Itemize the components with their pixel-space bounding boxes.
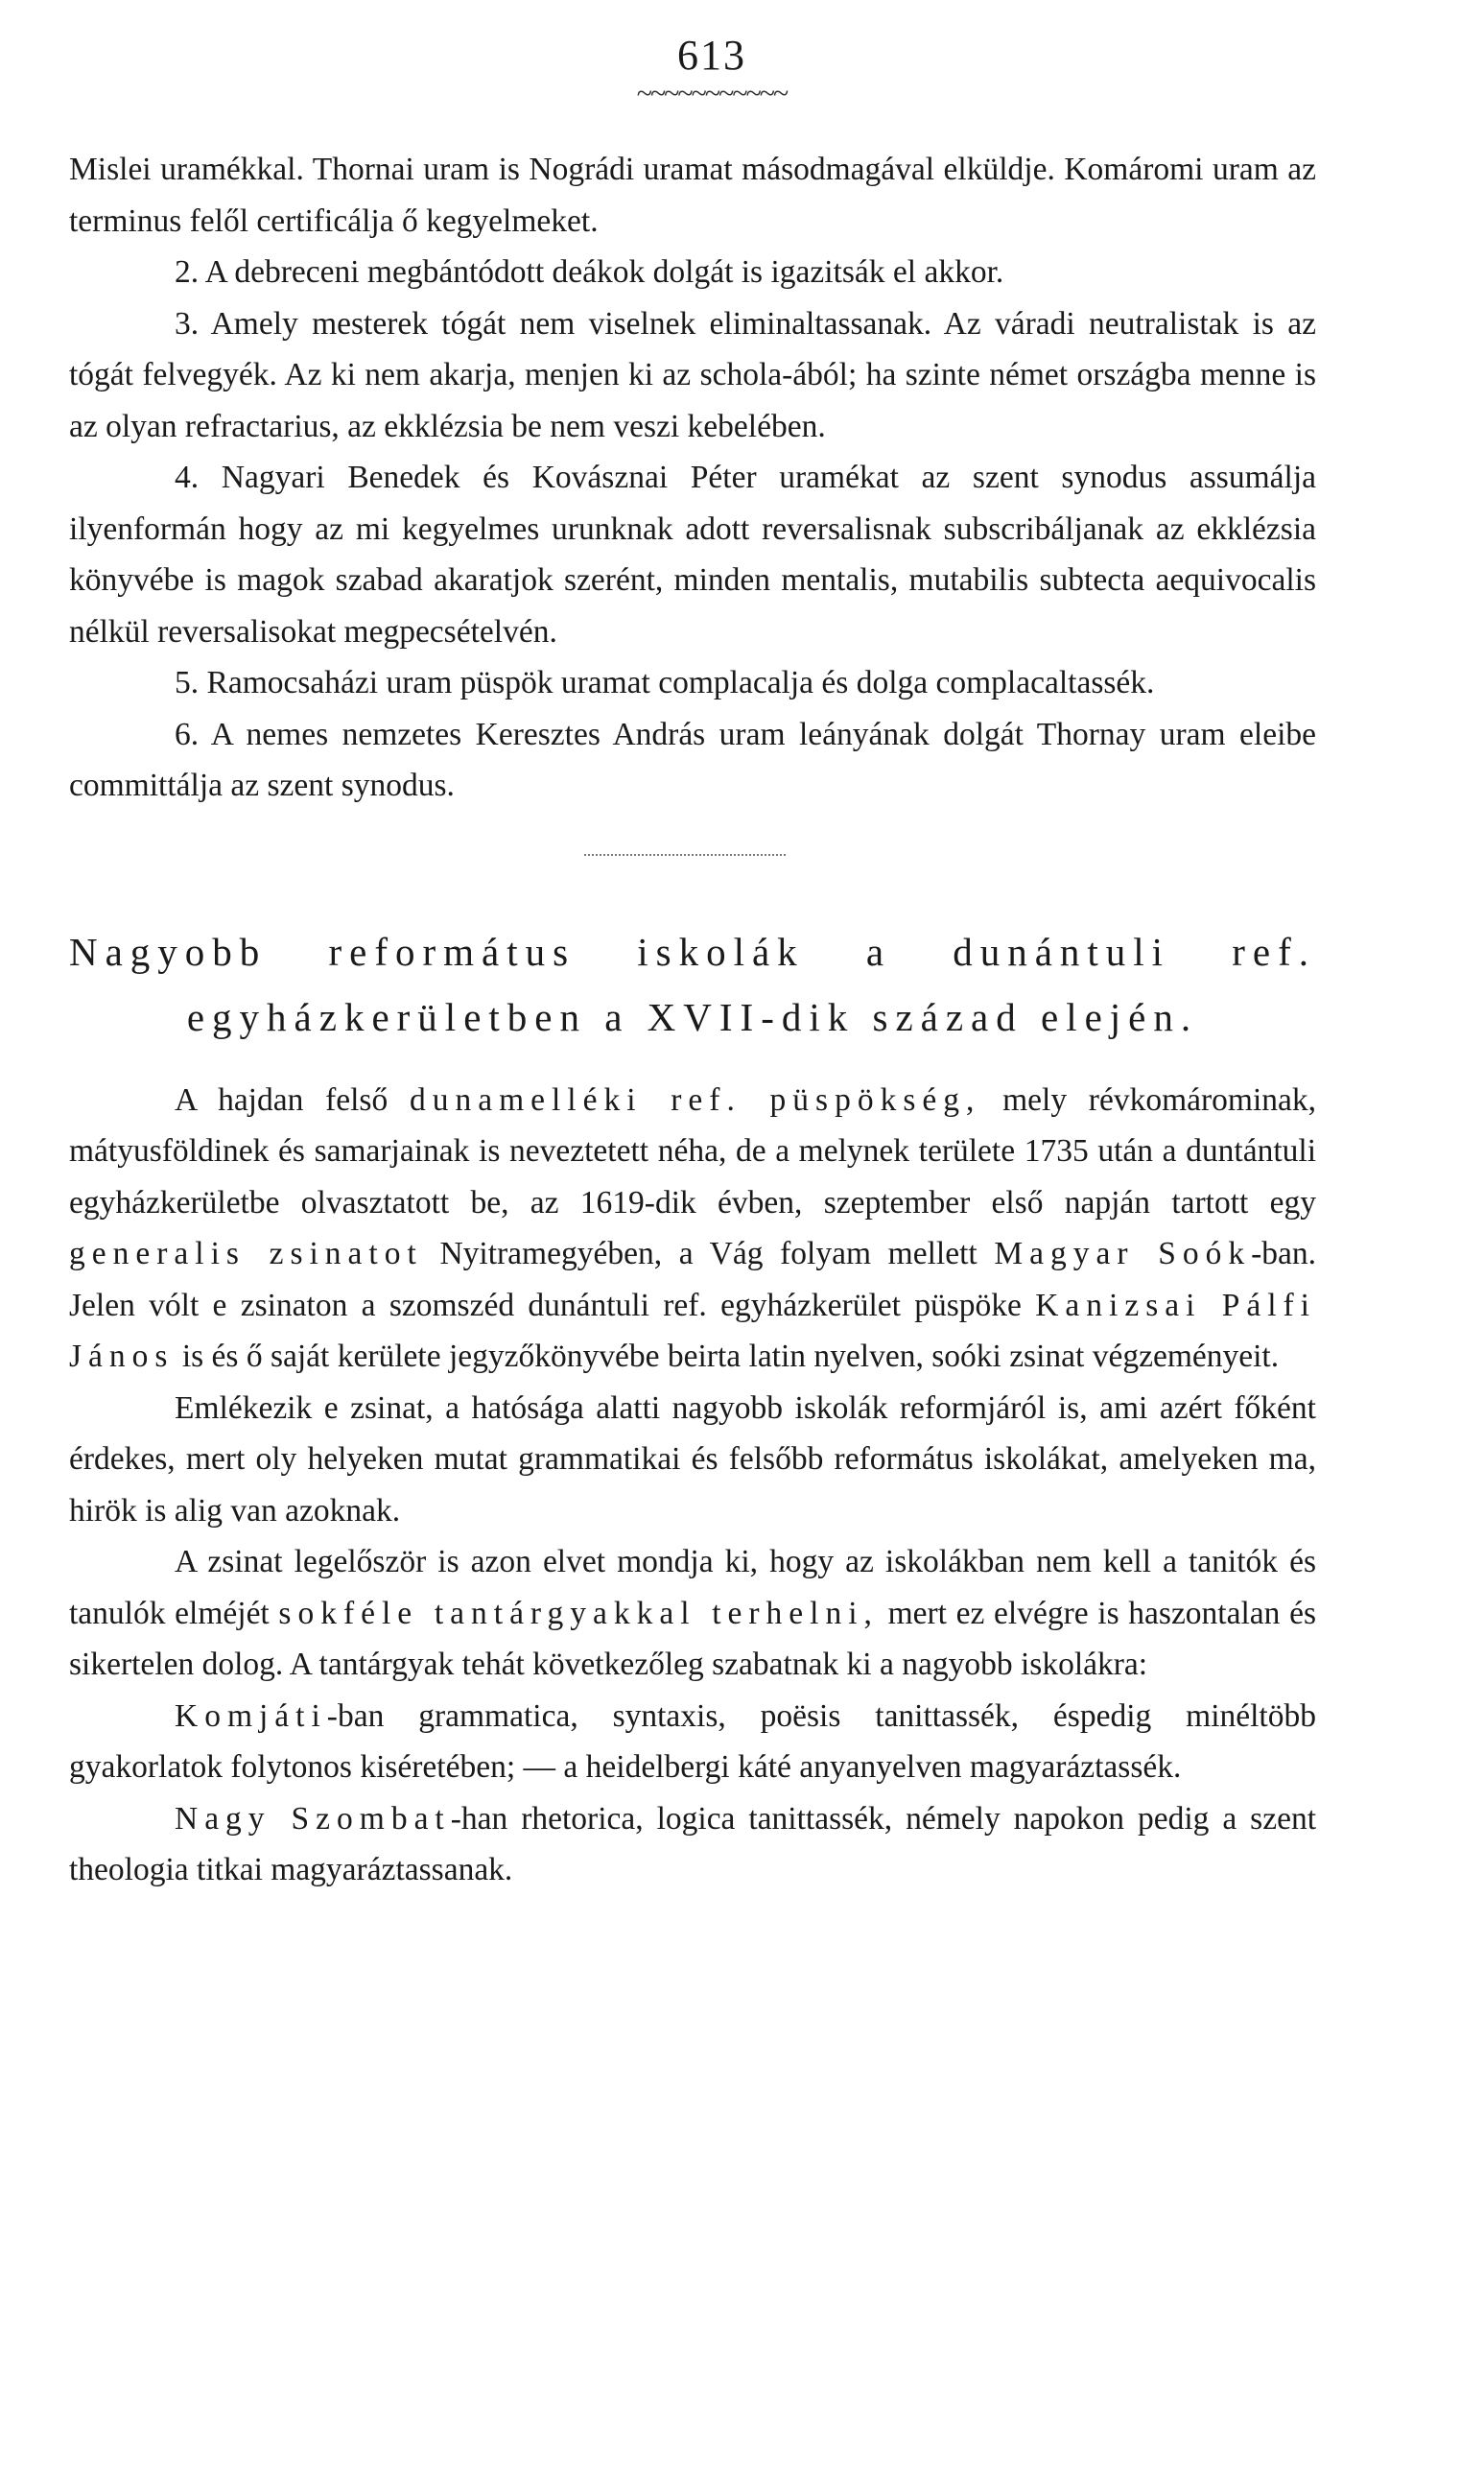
p5-emphasis-place: Nagy Szombat	[175, 1800, 451, 1837]
section-paragraph-5	[69, 1793, 1316, 1896]
p1-text-a: A hajdan felső	[175, 1081, 389, 1118]
section-title: Nagyobb református iskolák a dunántuli ref. egyházkerületben a XVII-dik század elején.	[69, 929, 1316, 1039]
book-page	[69, 29, 1316, 2428]
section-paragraph-4	[69, 1691, 1316, 1793]
p3-emphasis-subjects: sokféle tantárgyakkal terhelni,	[278, 1595, 879, 1631]
p1-emphasis-bishopric: dunamelléki ref. püspökség,	[409, 1081, 981, 1118]
p1-emphasis-synod: generalis zsinatot	[69, 1236, 423, 1271]
section-paragraph-1	[69, 1075, 1316, 1383]
section-paragraph-2: Emlékezik e zsinat, a hatósága alatti nagyobb iskolák reformjáról is, ami azért főként érdekes, mert oly helyeken mutat grammatikai és felsőbb református iskolákat, amelyeken ma, hirök is alig van azoknak.	[69, 1389, 1316, 1529]
p1-text-c: mely révkomárominak, mátyusföldinek és samarjainak is neveztetett néha, de a melynek területe 1735 után a duntántuli egyházkerületbe olvasztatott be, az 1619-dik évben, szeptember első napján tartott egy	[69, 1081, 1317, 1221]
p4-emphasis-place: Komjáti	[175, 1697, 327, 1734]
minutes-paragraph-continuation: Mislei uramékkal. Thornai uram is Nográdi uramat másodmagával elküldje. Komáromi uram az terminus felől certificálja ő kegyelmeket.	[69, 152, 1316, 239]
minutes-item-6: 6. A nemes nemzetes Keresztes András uram leányának dolgát Thornay uram eleibe committálja az szent synodus.	[69, 716, 1316, 803]
minutes-item-5: 5. Ramocsaházi uram püspök uramat complacalja és dolga complacaltassék.	[175, 665, 1155, 700]
p1-emphasis-bishop: Kanizsai Pálfi János	[69, 1287, 1316, 1374]
synod-minutes	[69, 144, 1316, 812]
minutes-item-4: 4. Nagyari Benedek és Kovásznai Péter uramékat az szent synodus assumálja ilyenformán hogy az mi kegyelmes urunknak adott reversalisnak subscribáljanak az ekklézsia könyvébe is magok szabad akaratjok szerént, minden mentalis, mutabilis subtecta aequivocalis nélkül reversalisokat megpecsételvén.	[69, 460, 1316, 650]
section-paragraph-3	[69, 1536, 1316, 1691]
minutes-item-2: 2. A debreceni megbántódott deákok dolgát is igazitsák el akkor.	[175, 254, 1004, 290]
page-number: 613	[677, 32, 746, 79]
minutes-item-3: 3. Amely mesterek tógát nem viselnek eliminaltassanak. Az váradi neutralistak is az tógát felvegyék. Az ki nem akarja, menjen ki az schola-ából; ha szinte német országba menne is az olyan refractarius, az ekklézsia be nem veszi kebelében.	[69, 305, 1316, 444]
p3-text-c: mert ez elvégre is haszontalan és sikertelen dolog. A tantárgyak tehát következőleg szabatnak ki a nagyobb iskolákra:	[69, 1595, 1316, 1682]
p1-text-e: Nyitramegyében, a Vág folyam mellett	[439, 1236, 978, 1271]
section-divider	[584, 854, 786, 856]
p1-text-g: -ban. Jelen vólt e zsinaton a szomszéd dunántuli ref. egyházkerület püspöke	[69, 1236, 1317, 1323]
p5-text-b: -han rhetorica, logica tanittassék, némely napokon pedig a szent theologia titkai magyaráztassanak.	[69, 1800, 1317, 1887]
p1-emphasis-place: Magyar Soók	[994, 1236, 1252, 1271]
p3-text-a: A zsinat legelőször is azon elvet mondja ki, hogy az iskolákban nem kell a tanitók és tanulók elméjét	[69, 1544, 1316, 1631]
page-number-ornament: ~~~~~~~~~~~	[636, 78, 788, 109]
p4-text-b: -ban grammatica, syntaxis, poësis tanittassék, éspedig minéltöbb gyakorlatok folytonos kiséretében; — a heidelbergi káté anyanyelven magyaráztassék.	[69, 1697, 1316, 1785]
p1-text-i: is és ő saját kerülete jegyzőkönyvébe beirta latin nyelven, soóki zsinat végzeményeit.	[181, 1339, 1280, 1374]
section-body	[69, 1075, 1316, 1896]
